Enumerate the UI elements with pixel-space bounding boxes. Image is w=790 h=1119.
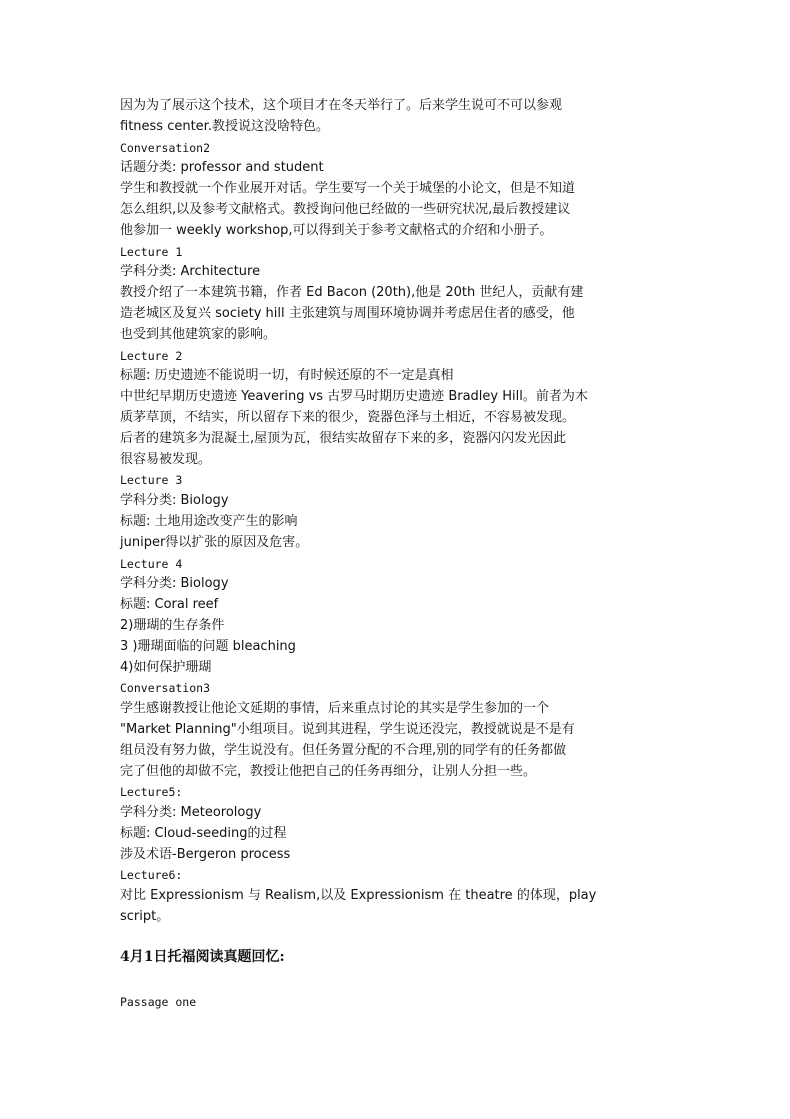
text-line: 学生和教授就一个作业展开对话。学生要写一个关于城堡的小论文，但是不知道 [120, 181, 576, 197]
text-line: 标题: 历史遗迹不能说明一切，有时候还原的不一定是真相 [120, 368, 454, 384]
text-line: script。 [120, 909, 170, 925]
text-line: 怎么组织,以及参考文献格式。教授询问他已经做的一些研究状况,最后教授建议 [120, 201, 571, 217]
text-line: 教授介绍了一本建筑书籍，作者 Ed Bacon (20th),他是 20th 世纪人，贡献有建 [120, 285, 584, 301]
section-label: Lecture 3 [120, 473, 183, 488]
text-line: 后者的建筑多为混凝土,屋顶为瓦，很结实故留存下来的多，瓷器闪闪发光因此 [120, 430, 567, 446]
spacer [120, 968, 650, 992]
text-line: 质茅草顶，不结实，所以留存下来的很少，瓷器色泽与土相近，不容易被发现。 [120, 409, 576, 425]
text-line: 4)如何保护珊瑚 [120, 659, 212, 675]
section-label: Conversation2 [120, 140, 211, 155]
section-heading: 4月1日托福阅读真题回忆: [120, 948, 285, 965]
section-label: Conversation3 [120, 681, 211, 696]
text-line: 对比 Expressionism 与 Realism,以及 Expressionism 在 theatre 的体现，play [120, 888, 597, 904]
text-line: "Market Planning"小组项目。说到其进程，学生说还没完，教授就说是不是有 [120, 721, 575, 737]
document-body [120, 96, 650, 1013]
text-line: 很容易被发现。 [120, 451, 212, 467]
text-line: 学科分类: Architecture [120, 264, 261, 280]
text-line: 标题: Cloud-seeding的过程 [120, 825, 287, 841]
text-line: 学生感谢教授让他论文延期的事情，后来重点讨论的其实是学生参加的一个 [120, 701, 550, 717]
passage-label: Passage one [120, 994, 197, 1009]
text-line: juniper得以扩张的原因及危害。 [120, 534, 309, 550]
text-line: 标题: Coral reef [120, 597, 219, 613]
text-line: 学科分类: Meteorology [120, 805, 262, 821]
section-label: Lecture6: [120, 868, 183, 883]
text-line: 他参加一 weekly workshop,可以得到关于参考文献格式的介绍和小册子。 [120, 222, 553, 238]
section-label: Lecture 4 [120, 556, 183, 571]
text-line: 造老城区及复兴 society hill 主张建筑与周围环境协调并考虑居住者的感受，他 [120, 305, 575, 321]
text-line: 话题分类: professor and student [120, 160, 324, 176]
text-line: 因为为了展示这个技术，这个项目才在冬天举行了。后来学生说可不可以参观 [120, 98, 563, 113]
text-line: 2)珊瑚的生存条件 [120, 617, 225, 633]
text-line: 3 )珊瑚面临的问题 bleaching [120, 638, 296, 654]
text-line: 完了但他的却做不完，教授让他把自己的任务再细分，让别人分担一些。 [120, 763, 537, 779]
text-line: 也受到其他建筑家的影响。 [120, 326, 277, 342]
section-label: Lecture5: [120, 785, 183, 800]
section-label: Lecture 2 [120, 348, 183, 363]
text-line: fitness center.教授说这没啥特色。 [120, 118, 329, 134]
text-line: 标题: 土地用途改变产生的影响 [120, 513, 298, 529]
text-line: 学科分类: Biology [120, 576, 229, 592]
text-line: 涉及术语-Bergeron process [120, 846, 291, 862]
text-line: 组员没有努力做，学生说没有。但任务置分配的不合理,别的同学有的任务都做 [120, 742, 567, 758]
text-line: 学科分类: Biology [120, 493, 229, 509]
section-label: Lecture 1 [120, 244, 183, 259]
text-line: 中世纪早期历史遗迹 Yeavering vs 古罗马时期历史遗迹 Bradley Hill。前者为木 [120, 389, 588, 405]
